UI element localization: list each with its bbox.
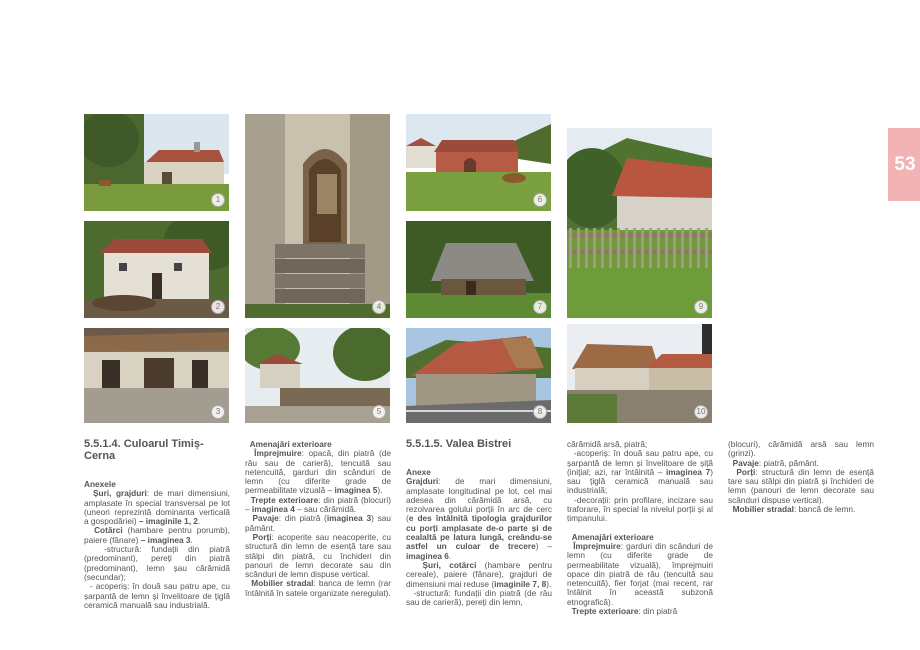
text-column-5 bbox=[728, 440, 874, 514]
text-column-1 bbox=[84, 438, 230, 610]
paragraph: -decorații: prin profilare, incizare sau traforare, în special la nivelul porții și al timpanului. bbox=[567, 494, 713, 524]
paragraph: Porți: acoperite sau neacoperite, cu structură din lemn de esență tare sau stâlpi din piatră, cu închideri din panouri de lemn decorate sau din scânduri de lemn dispuse vertical. bbox=[245, 531, 391, 580]
page-number-tab bbox=[888, 128, 920, 201]
subsection-title: Anexele bbox=[84, 479, 116, 489]
photo-9-house-picket-fence bbox=[567, 128, 712, 318]
photo-number: 9 bbox=[694, 300, 708, 314]
subsection-title: Amenajări exterioare bbox=[571, 531, 654, 542]
photo-8-stone-barn-road bbox=[406, 328, 551, 423]
photo-3-barn-paved-yard bbox=[84, 328, 229, 423]
paragraph: Șuri, grajduri: de mari dimensiuni, amplasate în special transversal pe lot (uneori reprezintă dominanta verticală a gospodăriei) – imaginile 1, 2. bbox=[84, 488, 230, 527]
paragraph: -structură: fundații din piatră (predominant), pereți din piatră (predominant), lemn șau cărămidă (secundar); bbox=[84, 544, 230, 582]
paragraph: -structură: fundații din piatră (de râu sau de carieră), pereți din lemn, bbox=[406, 587, 552, 608]
photo-number: 7 bbox=[533, 300, 547, 314]
paragraph: Împrejmuire: garduri din scânduri de lemn (cu diferite grade de permeabilitate vizuală), împrejmuiri opace din piatră de râu (tencuită sau netencuită), fier forjat (mai recent, rar întâlnit în această subzonă etnografică). bbox=[567, 540, 713, 607]
photo-2-stone-house bbox=[84, 221, 229, 318]
text-column-3 bbox=[406, 438, 552, 607]
text-column-4 bbox=[567, 440, 713, 616]
section-heading: 5.5.1.4. Culoarul Timiș-Cerna bbox=[84, 438, 204, 462]
photo-number: 4 bbox=[372, 300, 386, 314]
paragraph: Cotărci (hambare pentru porumb), paiere (fânare) – imaginea 3. bbox=[84, 525, 230, 545]
photo-number: 2 bbox=[211, 300, 225, 314]
photo-1-farmstead-barn bbox=[84, 114, 229, 211]
paragraph: Grajduri: de mari dimensiuni, amplasate longitudinal pe lot, cel mai adesea din cărămidă arsă, cu rezolvarea golului porții în arc de cerc (e des întâlnită tipologia grajdurilor cu porți amplasate de-o parte și de cealaltă pe latura lungă, creându-se astfel un culoar de trecere) – imaginea 6. bbox=[406, 476, 552, 561]
paragraph: cărămidă arsă, piatră; bbox=[567, 439, 648, 449]
paragraph: Șuri, cotărci (hambare pentru cereale), paiere (fânare), grajduri de dimensiuni mai reduse (imaginile 7, 8). bbox=[406, 559, 552, 589]
photo-number: 1 bbox=[211, 193, 225, 207]
photo-4-stone-steps-doorway bbox=[245, 114, 390, 318]
photo-number: 5 bbox=[372, 405, 386, 419]
photo-6-brick-stable bbox=[406, 114, 551, 211]
paragraph: (blocuri), cărămidă arsă sau lemn (grinzi). bbox=[728, 439, 874, 459]
paragraph: Porți: structură din lemn de esență tare sau stâlpi din piatră și închideri de lemn (panouri de lemn decorate sau scânduri dispuse vertical). bbox=[728, 466, 874, 505]
subsection-title: Amenajări exterioare bbox=[249, 439, 332, 449]
section-heading: 5.5.1.5. Valea Bistrei bbox=[406, 438, 512, 450]
photo-number: 10 bbox=[694, 405, 708, 419]
paragraph: Împrejmuire: opacă, din piatră (de râu sau de carieră), tencuită sau netencuită, garduri din scânduri de lemn (cu diferite grade de permeabilitate vizuală – imaginea 5). bbox=[245, 448, 391, 496]
paragraph: -acoperiș: în două sau patru ape, cu șarpantă de lemn și învelitoare de șiță (inițial; azi, rar întâlnită – imaginea 7) sau țiglă ceramică manuală sau industrială; bbox=[567, 448, 713, 496]
photo-7-shingle-barn bbox=[406, 221, 551, 318]
text-column-2 bbox=[245, 440, 391, 598]
photo-10-wooden-farmstead bbox=[567, 324, 712, 423]
paragraph: Pavaje: din piatră (imaginea 3) sau pământ. bbox=[245, 513, 391, 533]
paragraph: Mobilier stradal: banca de lemn (rar întâlnită în satele organizate neregulat). bbox=[245, 578, 391, 598]
photo-number: 6 bbox=[533, 193, 547, 207]
paragraph: Trepte exterioare: din piatră bbox=[571, 606, 678, 617]
subsection-title: Anexe bbox=[406, 467, 431, 477]
photo-5-wooden-fence bbox=[245, 328, 390, 423]
paragraph: - acoperiș: în două sau patru ape, cu șarpantă de lemn și învelitoare de țiglă ceramică manuală sau industrială. bbox=[84, 581, 230, 610]
paragraph: Trepte exterioare: din piatră (blocuri) – imaginea 4 – sau cărămidă. bbox=[245, 494, 391, 515]
photo-number: 8 bbox=[533, 405, 547, 419]
paragraph: Pavaje: piatră, pământ. bbox=[732, 457, 819, 468]
paragraph: Mobilier stradal: bancă de lemn. bbox=[732, 504, 856, 515]
photo-number: 3 bbox=[211, 405, 225, 419]
page-number: 53 bbox=[894, 154, 916, 175]
